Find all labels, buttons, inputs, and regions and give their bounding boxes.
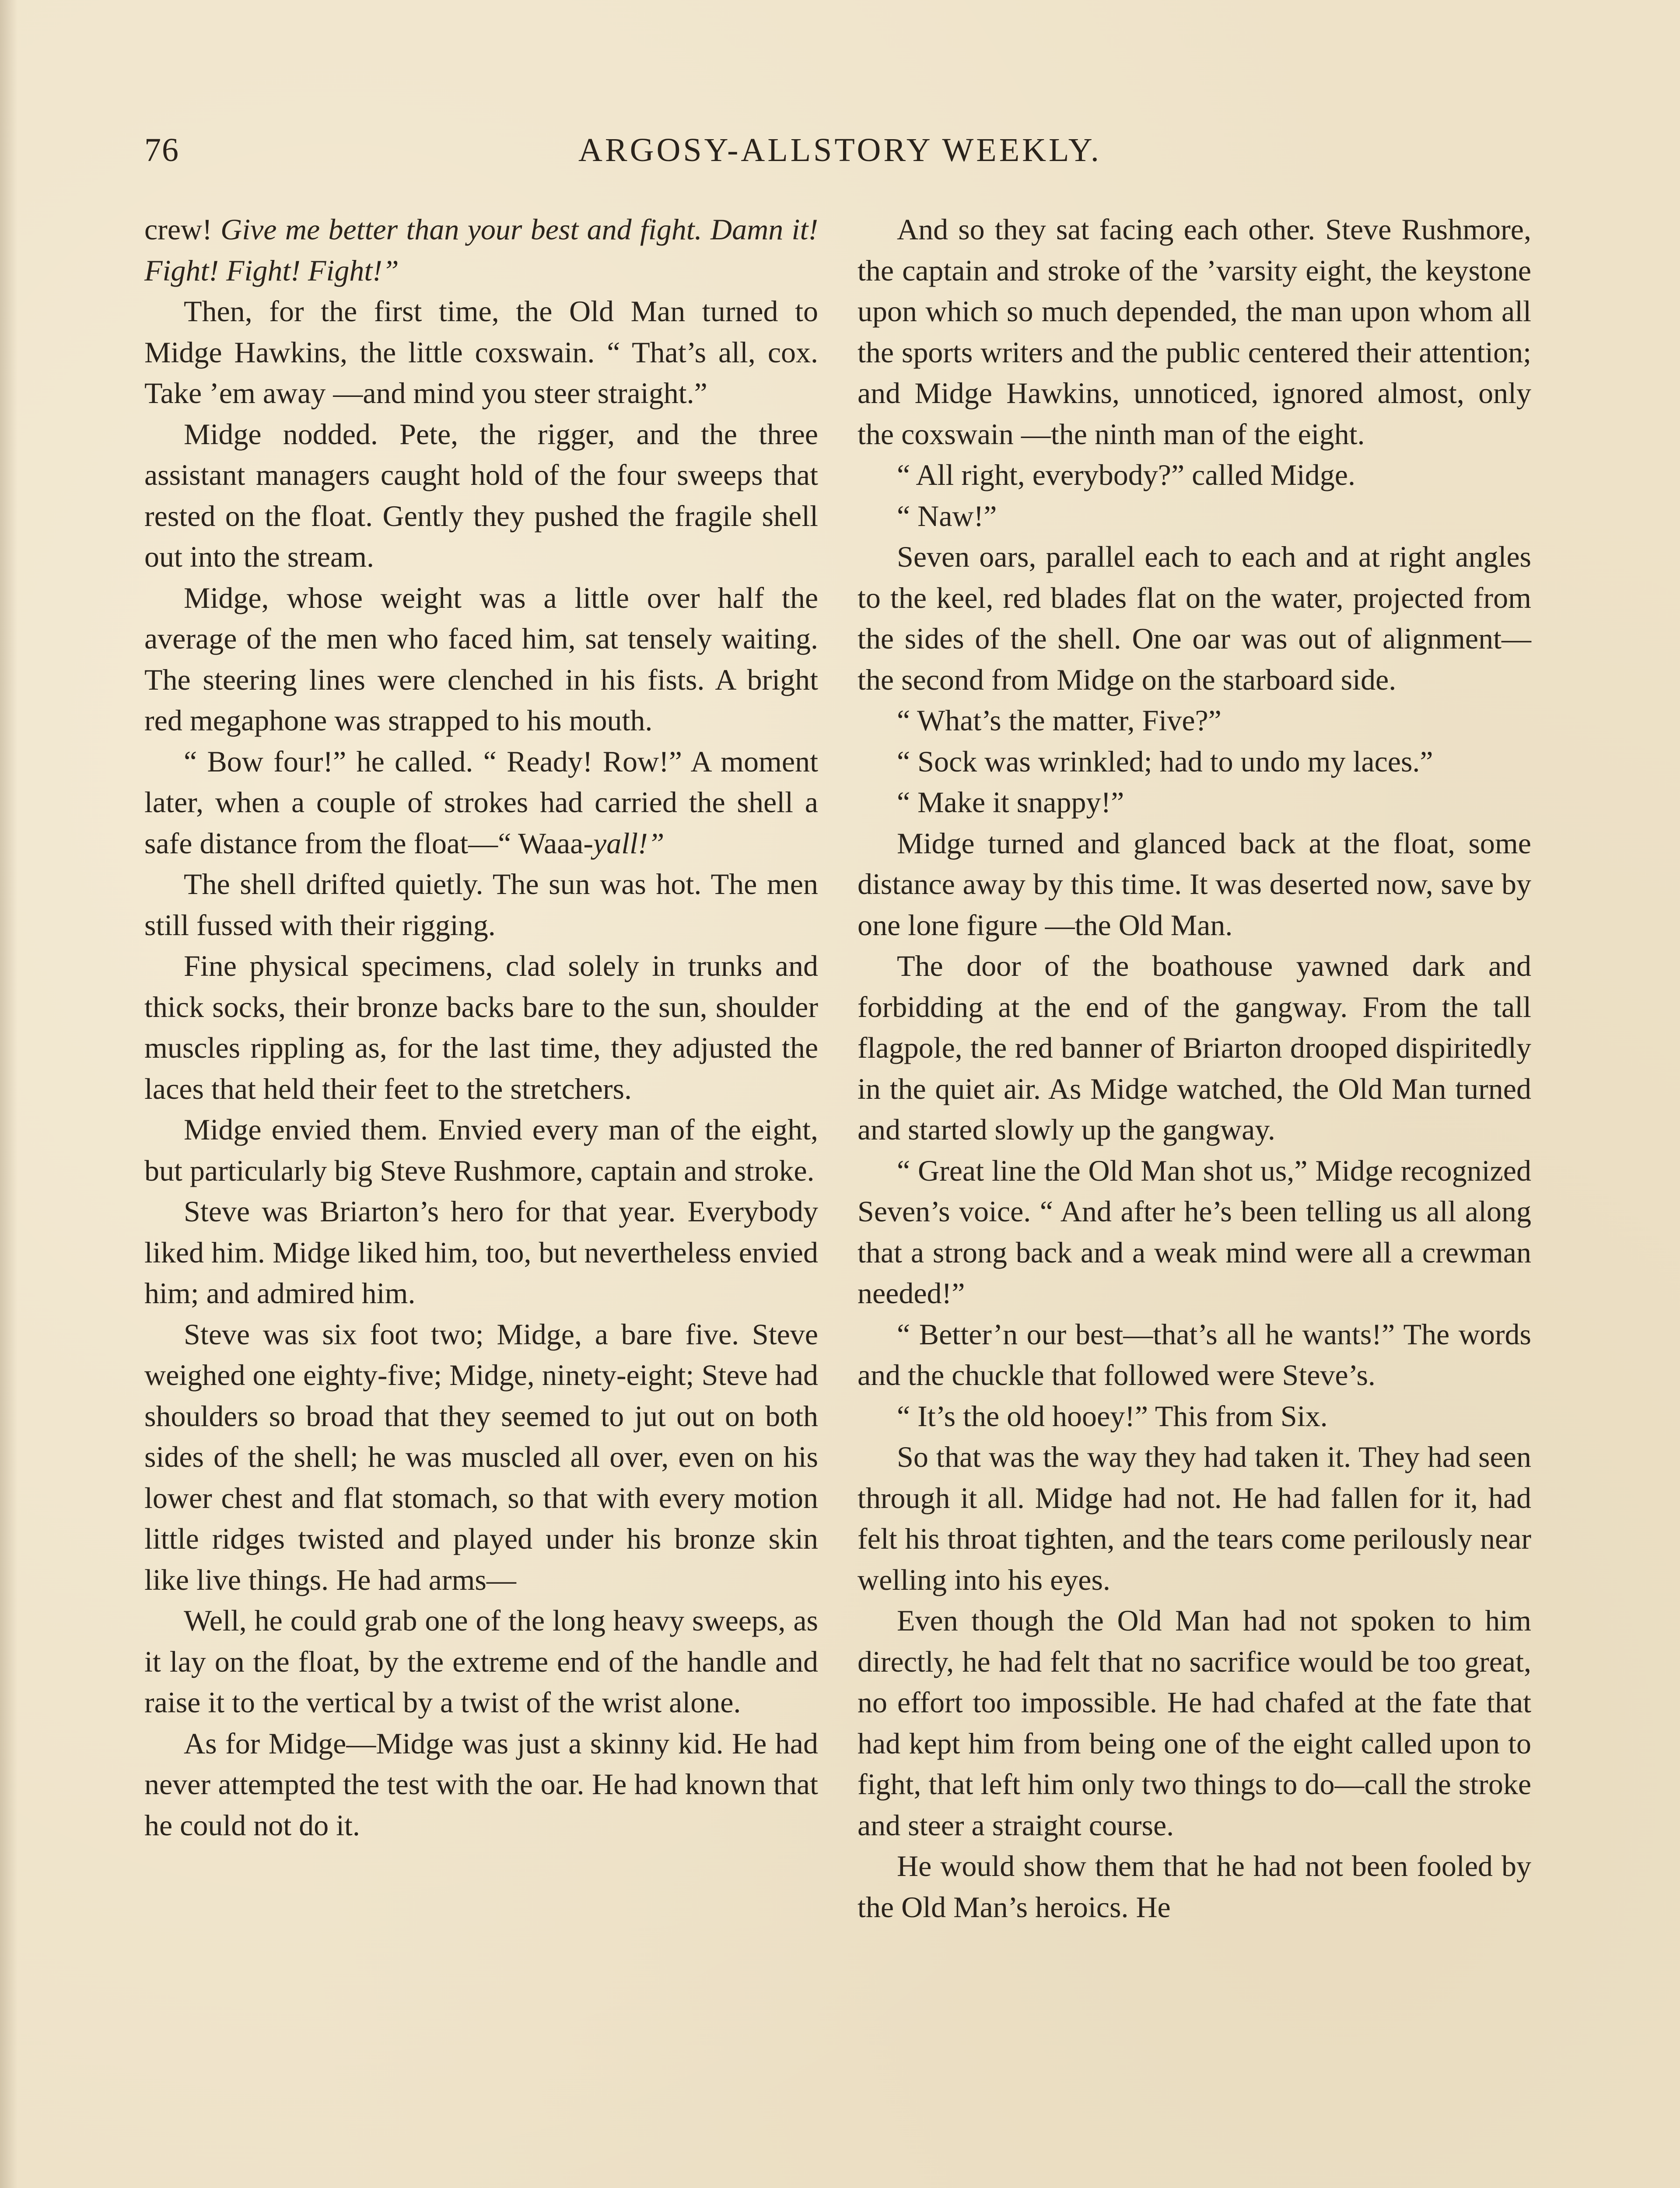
page-number: 76 xyxy=(144,132,179,168)
paragraph: “ What’s the matter, Five?” xyxy=(897,704,1222,737)
paragraph: Midge turned and glanced back at the float, some distance away by this time. It was deserted now, save by one lone figure —the Old Man. xyxy=(858,826,1531,942)
paragraph: crew! Give me better than your best and fight. Damn it! Fight! Fight! Fight!” xyxy=(144,213,818,287)
paragraph: “ Sock was wrinkled; had to undo my laces.” xyxy=(897,744,1433,778)
paragraph: And so they sat facing each other. Steve Rushmore, the captain and stroke of the ’varsity eight, the keystone upon which so much depended, the man upon whom all the sports writers and the public centered their attention; and Midge Hawkins, unnoticed, ignored almost, only the coxswain —the ninth man of the eight. xyxy=(858,213,1531,451)
paragraph: “ Great line the Old Man shot us,” Midge recognized Seven’s voice. “ And after he’s been telling us all along that a strong back and a weak mind were all a crewman needed!” xyxy=(858,1154,1531,1310)
paragraph: Midge nodded. Pete, the rigger, and the three assistant managers caught hold of the four sweeps that rested on the float. Gently they pushed the fragile shell out into the stream. xyxy=(144,417,818,573)
paragraph: Even though the Old Man had not spoken to him directly, he had felt that no sacrifice would be too great, no effort too impossible. He had chafed at the fate that had kept him from being one of the eight called upon to fight, that left him only two things to do—call the stroke and steer a straight course. xyxy=(858,1604,1531,1842)
paragraph: He would show them that he had not been fooled by the Old Man’s heroics. He xyxy=(858,1849,1531,1924)
paragraph: Well, he could grab one of the long heavy sweeps, as it lay on the float, by the extreme end of the handle and raise it to the vertical by a twist of the wrist alone. xyxy=(144,1604,818,1719)
page-header xyxy=(144,131,1536,184)
paragraph: Steve was six foot two; Midge, a bare five. Steve weighed one eighty-five; Midge, ninety-eight; Steve had shoulders so broad that they seemed to jut out on both sides of the shell; he was muscled all over, even on his lower chest and flat stomach, so that with every motion little ridges twisted and played under his bronze skin like live things. He had arms— xyxy=(144,1317,818,1596)
paragraph: “ Naw!” xyxy=(897,499,997,533)
paragraph: “ All right, everybody?” called Midge. xyxy=(897,458,1355,491)
paragraph: Midge envied them. Envied every man of the eight, but particularly big Steve Rushmore, captain and stroke. xyxy=(144,1113,818,1187)
paragraph: Then, for the first time, the Old Man turned to Midge Hawkins, the little coxswain. “ That’s all, cox. Take ’em away —and mind you steer straight.” xyxy=(144,295,818,410)
paragraph: Seven oars, parallel each to each and at right angles to the keel, red blades flat on the water, projected from the sides of the shell. One oar was out of alignment—the second from Midge on the starboard side. xyxy=(858,540,1531,696)
paragraph: Steve was Briarton’s hero for that year. Everybody liked him. Midge liked him, too, but nevertheless envied him; and admired him. xyxy=(144,1195,818,1310)
page-edge-shadow xyxy=(0,0,18,2188)
left-text-column xyxy=(144,209,818,1846)
paragraph: “ Make it snappy!” xyxy=(897,785,1124,819)
paragraph: “ It’s the old hooey!” This from Six. xyxy=(897,1399,1328,1433)
running-head: ARGOSY-ALLSTORY WEEKLY. xyxy=(578,132,1102,168)
paragraph: Fine physical specimens, clad solely in trunks and thick socks, their bronze backs bare to the sun, shoulder muscles rippling as, for the last time, they adjusted the laces that held their feet to the stretchers. xyxy=(144,949,818,1105)
paragraph: The shell drifted quietly. The sun was hot. The men still fussed with their rigging. xyxy=(144,867,818,942)
paragraph: “ Bow four!” he called. “ Ready! Row!” A moment later, when a couple of strokes had carried the shell a safe distance from the float—“ Waaa-yall!” xyxy=(144,744,818,860)
paragraph: So that was the way they had taken it. They had seen through it all. Midge had not. He had fallen for it, had felt his throat tighten, and the tears come perilously near welling into his eyes. xyxy=(858,1440,1531,1596)
paragraph: The door of the boathouse yawned dark and forbidding at the end of the gangway. From the tall flagpole, the red banner of Briarton drooped dispiritedly in the quiet air. As Midge watched, the Old Man turned and started slowly up the gangway. xyxy=(858,949,1531,1146)
paragraph: Midge, whose weight was a little over half the average of the men who faced him, sat tensely waiting. The steering lines were clenched in his fists. A bright red megaphone was strapped to his mouth. xyxy=(144,581,818,737)
right-text-column xyxy=(858,209,1531,1928)
paragraph: “ Better’n our best—that’s all he wants!” The words and the chuckle that followed were Steve’s. xyxy=(858,1317,1531,1392)
paragraph: As for Midge—Midge was just a skinny kid. He had never attempted the test with the oar. He had known that he could not do it. xyxy=(144,1726,818,1842)
